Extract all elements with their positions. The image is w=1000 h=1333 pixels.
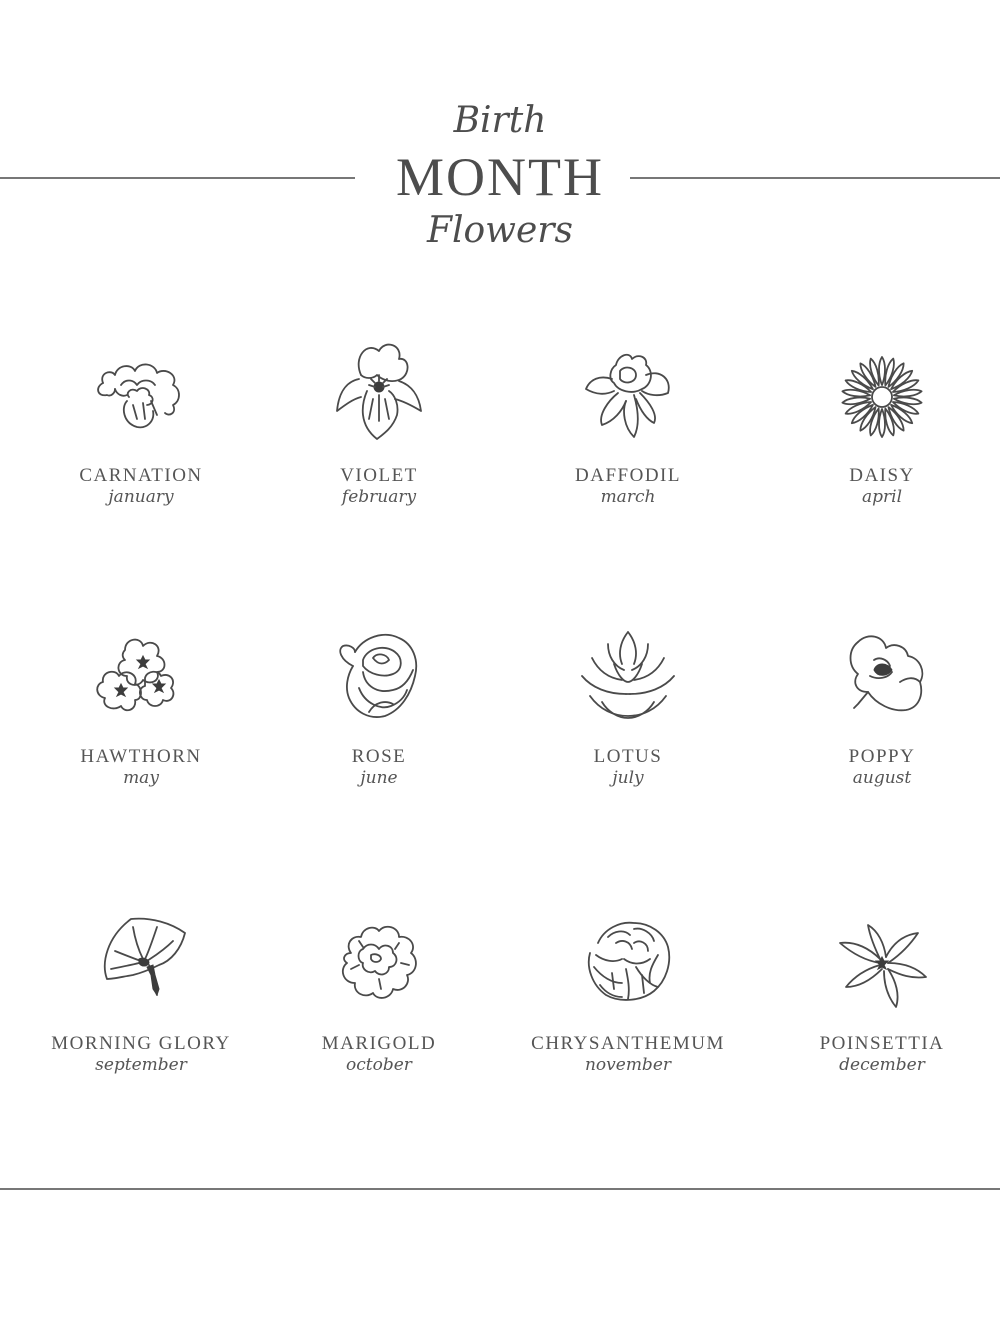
flower-month: january bbox=[108, 487, 174, 507]
flower-name: ROSE bbox=[351, 746, 407, 767]
flower-name: MORNING GLORY bbox=[51, 1033, 231, 1054]
flower-card-chrysanthemum bbox=[503, 903, 753, 1075]
marigold-icon bbox=[319, 903, 439, 1023]
flower-card-daisy bbox=[757, 335, 1000, 507]
daffodil-icon bbox=[568, 335, 688, 455]
daisy-petal bbox=[879, 409, 885, 437]
title-month: MONTH bbox=[396, 147, 604, 207]
morning-glory-icon bbox=[81, 903, 201, 1023]
flower-month: may bbox=[123, 768, 159, 788]
flower-card-daffodil bbox=[503, 335, 753, 507]
daisy-petal bbox=[842, 396, 871, 406]
flower-name: POPPY bbox=[848, 746, 916, 767]
flower-name: MARIGOLD bbox=[321, 1033, 437, 1054]
daisy-petal bbox=[893, 388, 922, 398]
daisy-petal bbox=[893, 396, 922, 406]
rose-icon bbox=[319, 616, 439, 736]
title-birth: Birth bbox=[453, 100, 547, 141]
chrysanthemum-icon bbox=[568, 903, 688, 1023]
flower-month: october bbox=[346, 1055, 412, 1075]
flower-card-poppy bbox=[757, 616, 1000, 788]
lotus-icon bbox=[568, 616, 688, 736]
flower-month: august bbox=[852, 768, 912, 788]
carnation-icon bbox=[81, 335, 201, 455]
poppy-icon bbox=[822, 616, 942, 736]
flower-name: VIOLET bbox=[340, 465, 418, 486]
flower-month: march bbox=[600, 487, 656, 507]
footer-rule bbox=[0, 1188, 1000, 1190]
flower-card-hawthorn bbox=[16, 616, 266, 788]
flower-month: february bbox=[341, 487, 417, 507]
flower-name: DAFFODIL bbox=[575, 465, 681, 486]
title-flowers: Flowers bbox=[427, 210, 573, 251]
flower-name: POINSETTIA bbox=[819, 1033, 945, 1054]
flower-card-morning-glory bbox=[16, 903, 266, 1075]
flower-card-poinsettia bbox=[757, 903, 1000, 1075]
flower-card-carnation bbox=[16, 335, 266, 507]
flower-name: HAWTHORN bbox=[80, 746, 202, 767]
flower-month: july bbox=[612, 768, 644, 788]
flower-month: june bbox=[360, 768, 398, 788]
flower-name: CARNATION bbox=[79, 465, 203, 486]
flower-name: DAISY bbox=[849, 465, 915, 486]
daisy-icon bbox=[822, 335, 942, 455]
flower-name: LOTUS bbox=[593, 746, 663, 767]
flower-month: september bbox=[95, 1055, 187, 1075]
flower-month: april bbox=[861, 487, 903, 507]
flower-card-violet bbox=[254, 335, 504, 507]
flower-card-rose bbox=[254, 616, 504, 788]
poinsettia-icon bbox=[822, 903, 942, 1023]
flower-month: november bbox=[584, 1055, 672, 1075]
daisy-petal bbox=[842, 388, 871, 398]
hawthorn-icon bbox=[81, 616, 201, 736]
flower-card-lotus bbox=[503, 616, 753, 788]
flower-name: CHRYSANTHEMUM bbox=[531, 1033, 725, 1054]
daisy-petal bbox=[879, 357, 885, 385]
flower-card-marigold bbox=[254, 903, 504, 1075]
flower-month: december bbox=[839, 1055, 925, 1075]
violet-icon bbox=[319, 335, 439, 455]
